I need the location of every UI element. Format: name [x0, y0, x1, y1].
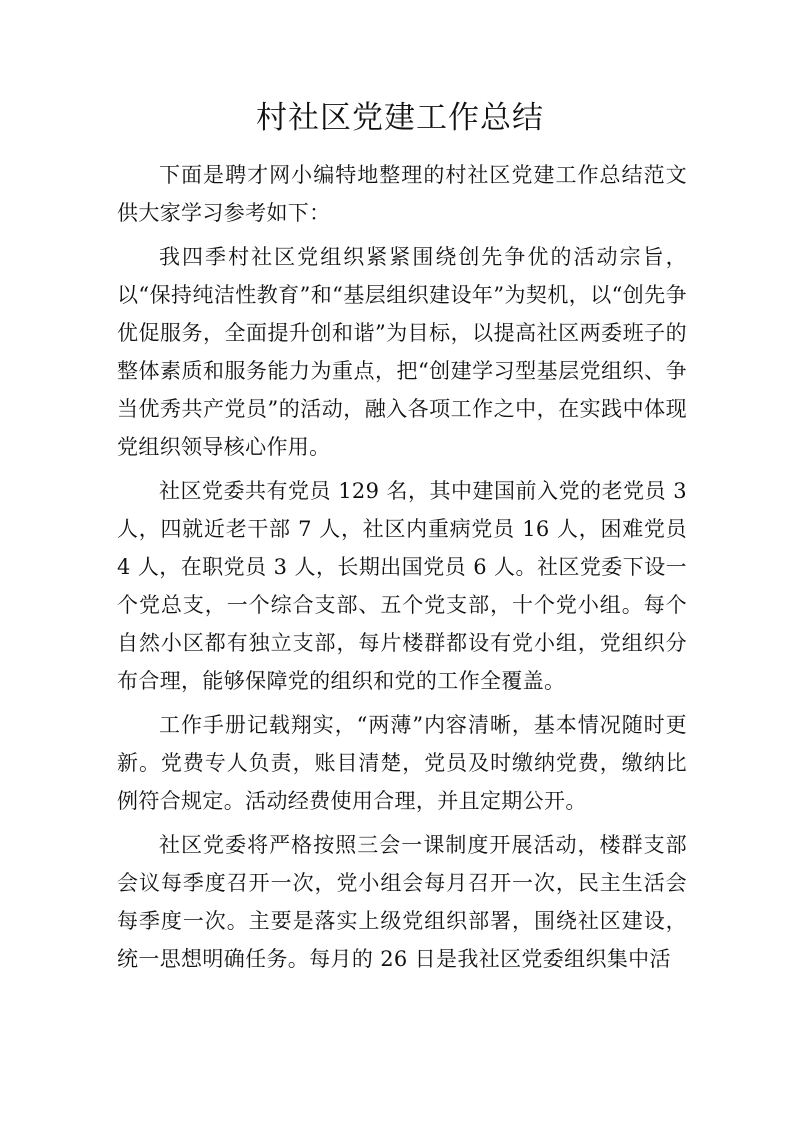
paragraph-meetings: 社区党委将严格按照三会一课制度开展活动，楼群支部会议每季度召开一次，党小组会每月召开一次，民主生活会每季度一次。主要是落实上级党组织部署，围绕社区建设，统一思想明确任务。每月的 26 日是我社区党委组织集中活	[117, 833, 687, 971]
paragraph-records: 工作手册记载翔实，“两薄”内容清晰，基本情况随时更新。党费专人负责，账目清楚，党员及时缴纳党费，缴纳比例符合规定。活动经费使用合理，并且定期公开。	[117, 713, 687, 813]
document-title: 村社区党建工作总结	[256, 100, 544, 136]
paragraph-intro: 下面是聘才网小编特地整理的村社区党建工作总结范文供大家学习参考如下：	[117, 163, 687, 225]
paragraph-goals: 我四季村社区党组织紧紧围绕创先争优的活动宗旨，以“保持纯洁性教育”和“基层组织建设年”为契机，以“创先争优促服务，全面提升创和谐”为目标，以提高社区两委班子的整体素质和服务能力为重点，把“创建学习型基层党组织、争当优秀共产党员”的活动，融入各项工作之中，在实践中体现党组织领导核心作用。	[117, 245, 687, 459]
paragraph-membership: 社区党委共有党员 129 名，其中建国前入党的老党员 3 人，四就近老干部 7 人，社区内重病党员 16 人，困难党员 4 人，在职党员 3 人，长期出国党员 6 人。社区党委下设一个党总支，一个综合支部、五个党支部，十个党小组。每个自然小区都有独立支部，每片楼群都设有党小组，党组织分布合理，能够保障党的组织和党的工作全覆盖。	[117, 479, 687, 693]
document-body	[117, 156, 687, 984]
